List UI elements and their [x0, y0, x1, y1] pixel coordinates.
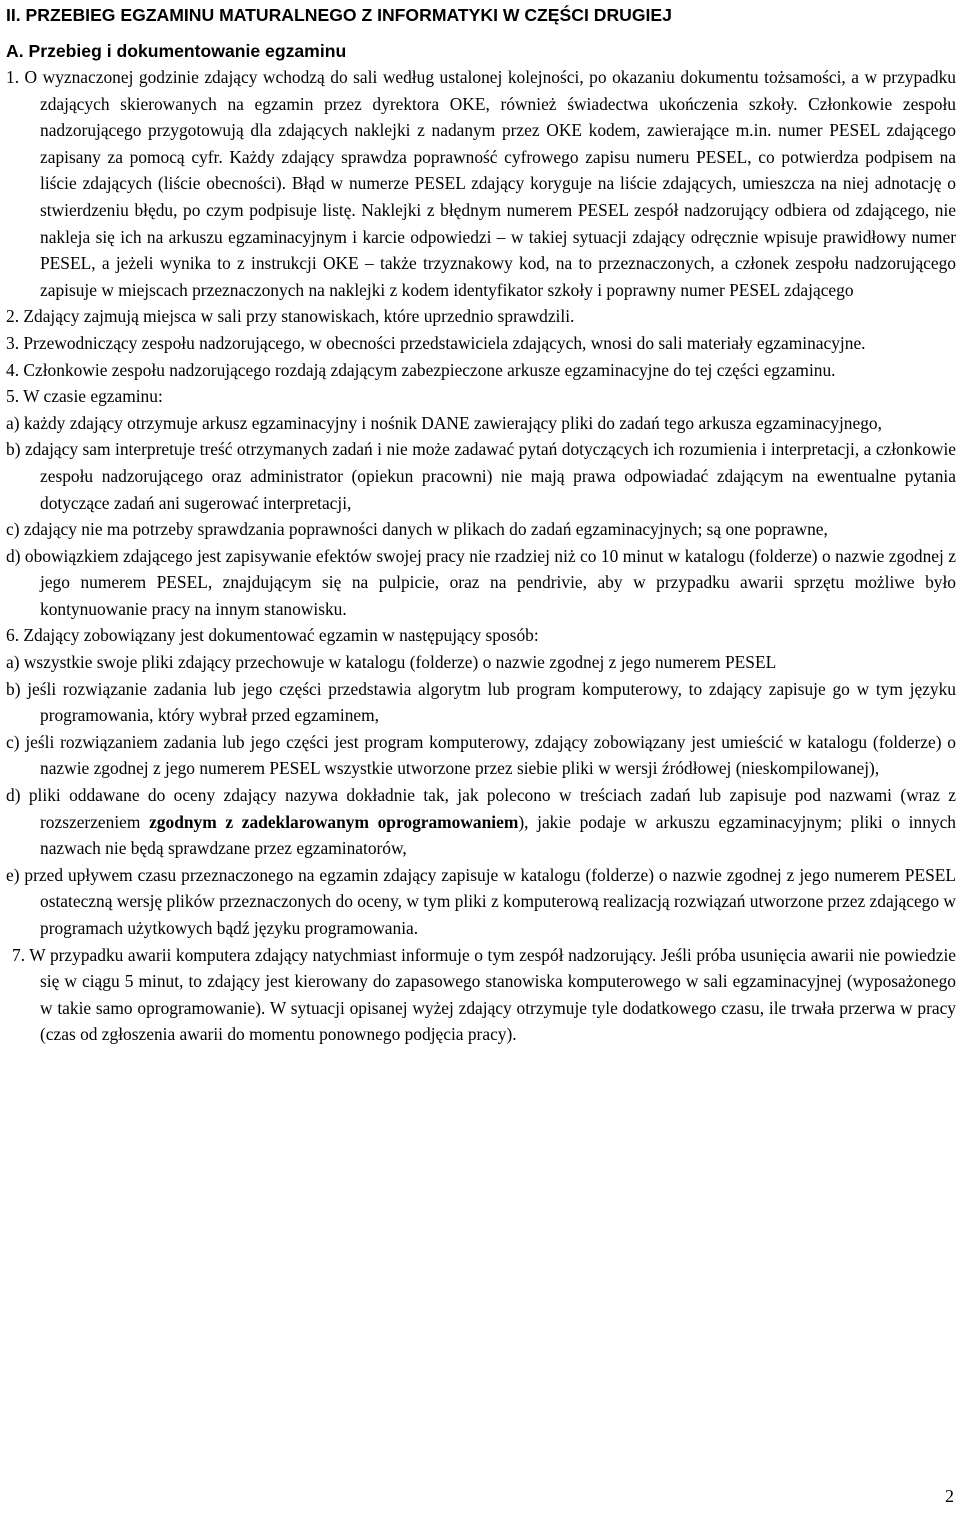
page-number: 2 — [945, 1486, 954, 1506]
list-item-7: 7. W przypadku awarii komputera zdający natychmiast informuje o tym zespół nadzorujący. Jeśli próba usunięcia awarii nie powiedzie się w ciągu 5 minut, to zdający jest kierowany do zapasowego stanowiska komputerowego w sali egzaminacyjnej (wyposażonego w takie samo oprogramowanie). W sytuacji opisanej wyżej zdający otrzymuje tyle dodatkowego czasu, ile trwała przerwa w pracy (czas od zgłoszenia awarii do momentu ponownego podjęcia pracy). — [12, 944, 956, 1045]
document-page — [6, 2, 956, 1048]
list-item-5d: d) obowiązkiem zdającego jest zapisywanie efektów swojej pracy nie rzadziej niż co 10 minut w katalogu (folderze) o nazwie zgodnej z jego numerem PESEL, znajdującym się na pulpicie, oraz na pendrivie, aby w przypadku awarii sprzętu możliwe było kontynuowanie pracy na innym stanowisku. — [6, 545, 956, 619]
list-item-6: 6. Zdający zobowiązany jest dokumentować egzamin w następujący sposób: — [6, 625, 539, 646]
list-item-6a: a) wszystkie swoje pliki zdający przechowuje w katalogu (folderze) o nazwie zgodnej z jego numerem PESEL — [6, 652, 777, 673]
list-item-5a: a) każdy zdający otrzymuje arkusz egzaminacyjny i nośnik DANE zawierający pliki do zadań tego arkusza egzaminacyjnego, — [6, 412, 882, 433]
list-item-6e: e) przed upływem czasu przeznaczonego na egzamin zdający zapisuje w katalogu (folderze) o nazwie zgodnej z jego numerem PESEL ostateczną wersję plików przeznaczonych do oceny, w tym pliki z komputerową realizacją rozwiązań utworzone przez zdającego w programach użytkowych bądź języku programowania. — [6, 864, 956, 938]
list-item-6d-text-start: d) pliki oddawane do oceny zdający nazywa dokładnie tak, jak polecono w treściach zadań lub zapisuje pod nazwami (wraz z rozszerzeniem — [6, 785, 956, 832]
list-item-6d-text-end: ), jakie podaje w arkuszu egzaminacyjnym; pliki o innych nazwach nie będą sprawdzane przez egzaminatorów, — [40, 811, 957, 859]
list-item-1: 1. O wyznaczonej godzinie zdający wchodzą do sali według ustalonej kolejności, po okazaniu dokumentu tożsamości, a w przypadku zdających skierowanych na egzamin przez dyrektora OKE, również świadectwa ukończenia szkoły. Członkowie zespołu nadzorującego przygotowują dla zdających naklejki z nadanym przez OKE kodem, zawierające m.in. numer PESEL zdającego zapisany za pomocą cyfr. Każdy zdający sprawdza poprawność cyfrowego zapisu numeru PESEL, co potwierdza podpisem na liście zdających (liście obecności). Błąd w numerze PESEL zdający koryguje na liście zdających, umieszcza na niej adnotację o stwierdzeniu błędu, po czym podpisuje listę. Naklejki z błędnym numerem PESEL zespół nadzorujący odbiera od zdającego, nie nakleja się ich na arkuszu egzaminacyjnym i karcie odpowiedzi – w takiej sytuacji zdający odręcznie wpisuje prawidłowy numer PESEL, a jeżeli wynika to z instrukcji OKE – także trzyznakowy kod, na to przeznaczonych, a członek zespołu nadzorującego zapisuje w miejscach przeznaczonych na naklejki z kodem identyfikator szkoły i poprawny numer PESEL zdającego — [6, 67, 956, 300]
section-title: II. PRZEBIEG EGZAMINU MATURALNEGO Z INFORMATYKI W CZĘŚCI DRUGIEJ — [6, 5, 672, 25]
list-item-6b: b) jeśli rozwiązanie zadania lub jego części przedstawia algorytm lub program komputerowy, to zdający zapisuje go w tym języku programowania, który wybrał przed egzaminem, — [6, 678, 956, 726]
list-item-3: 3. Przewodniczący zespołu nadzorującego, w obecności przedstawiciela zdających, wnosi do sali materiały egzaminacyjne. — [6, 332, 866, 353]
list-item-6c: c) jeśli rozwiązaniem zadania lub jego części jest program komputerowy, zdający zobowiązany jest umieścić w katalogu (folderze) o nazwie zgodnej z jego numerem PESEL wszystkie utworzone przez siebie pliki w wersji źródłowej (nieskompilowanej), — [6, 731, 956, 779]
list-item-5b: b) zdający sam interpretuje treść otrzymanych zadań i nie może zadawać pytań dotyczących ich rozumienia i interpretacji, a członkowie zespołu nadzorującego oraz administrator (opiekun pracowni) nie mają prawa odpowiadać zdającym na ewentualne pytania dotyczące zadań ani sugerować interpretacji, — [6, 439, 956, 513]
list-item-4: 4. Członkowie zespołu nadzorującego rozdają zdającym zabezpieczone arkusze egzaminacyjne do tej części egzaminu. — [6, 359, 836, 380]
list-item-2: 2. Zdający zajmują miejsca w sali przy stanowiskach, które uprzednio sprawdzili. — [6, 306, 575, 327]
list-item-6d — [6, 782, 956, 862]
subsection-title: A. Przebieg i dokumentowanie egzaminu — [6, 41, 347, 61]
list-item-6d-bold-text: zgodnym z zadeklarowanym oprogramowaniem — [149, 811, 519, 832]
list-item-5: 5. W czasie egzaminu: — [6, 386, 163, 407]
list-item-5c: c) zdający nie ma potrzeby sprawdzania poprawności danych w plikach do zadań egzaminacyjnych; są one poprawne, — [6, 519, 828, 540]
